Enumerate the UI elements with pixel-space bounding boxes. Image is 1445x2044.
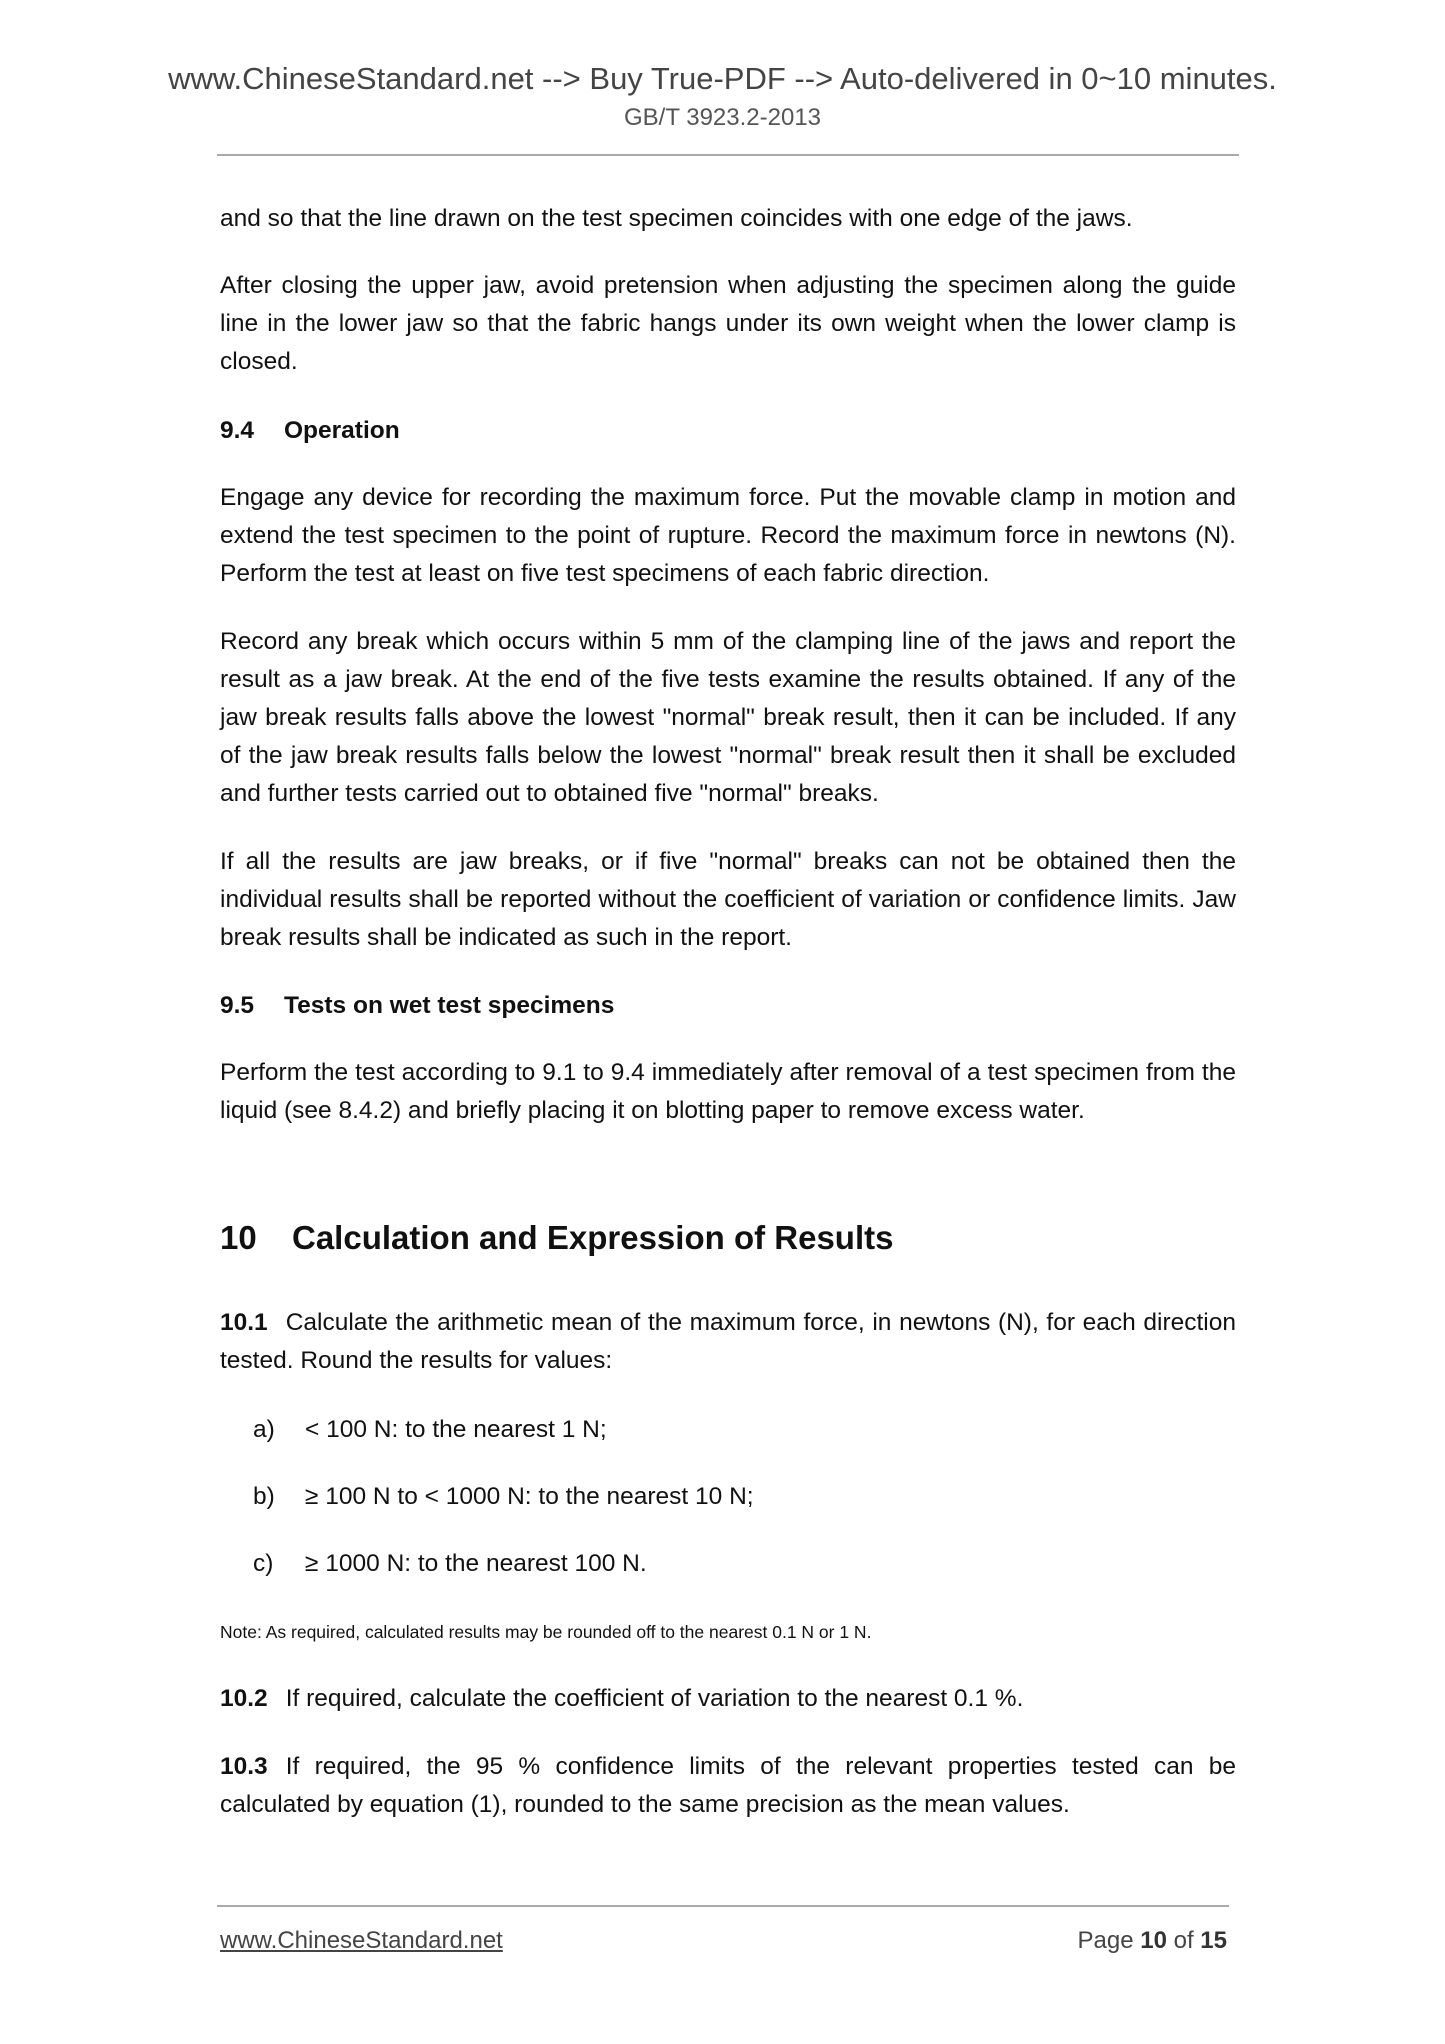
section-heading-9-5: [220, 987, 614, 1025]
chapter-heading-10: [220, 1217, 893, 1259]
clause-number: 10.3: [220, 1753, 268, 1780]
footer-website-link[interactable]: www.ChineseStandard.net: [220, 1927, 503, 1954]
list-marker: b): [253, 1483, 275, 1510]
section-title: Tests on wet test specimens: [284, 992, 615, 1019]
list-item: [253, 1411, 607, 1449]
header-divider: [217, 154, 1239, 156]
page-of-label: of: [1173, 1927, 1194, 1954]
clause-10-2: [220, 1680, 1236, 1718]
clause-number: 10.1: [220, 1309, 268, 1336]
paragraph: Perform the test according to 9.1 to 9.4 immediately after removal of a test specimen from the liquid (see 8.4.2) and briefly placing it on blotting paper to remove excess water.: [220, 1059, 1236, 1124]
list-text: < 100 N: to the nearest 1 N;: [305, 1416, 607, 1443]
list-item: [253, 1478, 754, 1516]
note: Note: As required, calculated results may be rounded off to the nearest 0.1 N or 1 N.: [220, 1622, 872, 1642]
paragraph: Engage any device for recording the maximum force. Put the movable clamp in motion and extend the test specimen to the point of rupture. Record the maximum force in newtons (N). Perform the test at least on five test specimens of each fabric direction.: [220, 484, 1236, 587]
section-heading-9-4: [220, 412, 400, 450]
section-title: Operation: [284, 417, 400, 444]
page-label: Page: [1077, 1927, 1134, 1954]
section-number: 9.5: [220, 992, 255, 1019]
clause-number: 10.2: [220, 1685, 268, 1712]
clause-10-3: [220, 1748, 1236, 1824]
total-pages: 15: [1200, 1927, 1227, 1954]
list-text: ≥ 1000 N: to the nearest 100 N.: [305, 1550, 647, 1577]
list-marker: c): [253, 1550, 274, 1577]
clause-10-1: [220, 1304, 1236, 1380]
current-page: 10: [1140, 1927, 1167, 1954]
paragraph: If all the results are jaw breaks, or if five "normal" breaks can not be obtained then the individual results shall be reported without the coefficient of variation or confidence limits. Jaw break results shall be indicated as such in the report.: [220, 848, 1236, 951]
header-banner: www.ChineseStandard.net --> Buy True-PDF --> Auto-delivered in 0~10 minutes.: [168, 61, 1277, 96]
list-marker: a): [253, 1416, 275, 1443]
list-item: [253, 1545, 647, 1583]
list-text: ≥ 100 N to < 1000 N: to the nearest 10 N;: [305, 1483, 754, 1510]
clause-text: If required, calculate the coefficient of variation to the nearest 0.1 %.: [285, 1685, 1024, 1712]
document-id: GB/T 3923.2-2013: [623, 104, 822, 131]
section-number: 9.4: [220, 417, 255, 444]
clause-text: If required, the 95 % confidence limits of the relevant properties tested can be calculated by equation (1), rounded to the same precision as the mean values.: [220, 1753, 1236, 1818]
chapter-number: 10: [220, 1219, 257, 1256]
clause-text: Calculate the arithmetic mean of the maximum force, in newtons (N), for each direction tested. Round the results for values:: [220, 1309, 1236, 1374]
footer-divider: [217, 1905, 1229, 1907]
chapter-title: Calculation and Expression of Results: [292, 1219, 894, 1256]
paragraph: and so that the line drawn on the test specimen coincides with one edge of the jaws.: [220, 205, 1133, 232]
page-number: [1078, 1926, 1228, 1956]
paragraph: After closing the upper jaw, avoid pretension when adjusting the specimen along the guide line in the lower jaw so that the fabric hangs under its own weight when the lower clamp is closed.: [220, 272, 1236, 375]
paragraph: Record any break which occurs within 5 mm of the clamping line of the jaws and report the result as a jaw break. At the end of the five tests examine the results obtained. If any of the jaw break results falls above the lowest "normal" break result, then it can be included. If any of the jaw break results falls below the lowest "normal" break result then it shall be excluded and further tests carried out to obtained five "normal" breaks.: [220, 628, 1236, 807]
